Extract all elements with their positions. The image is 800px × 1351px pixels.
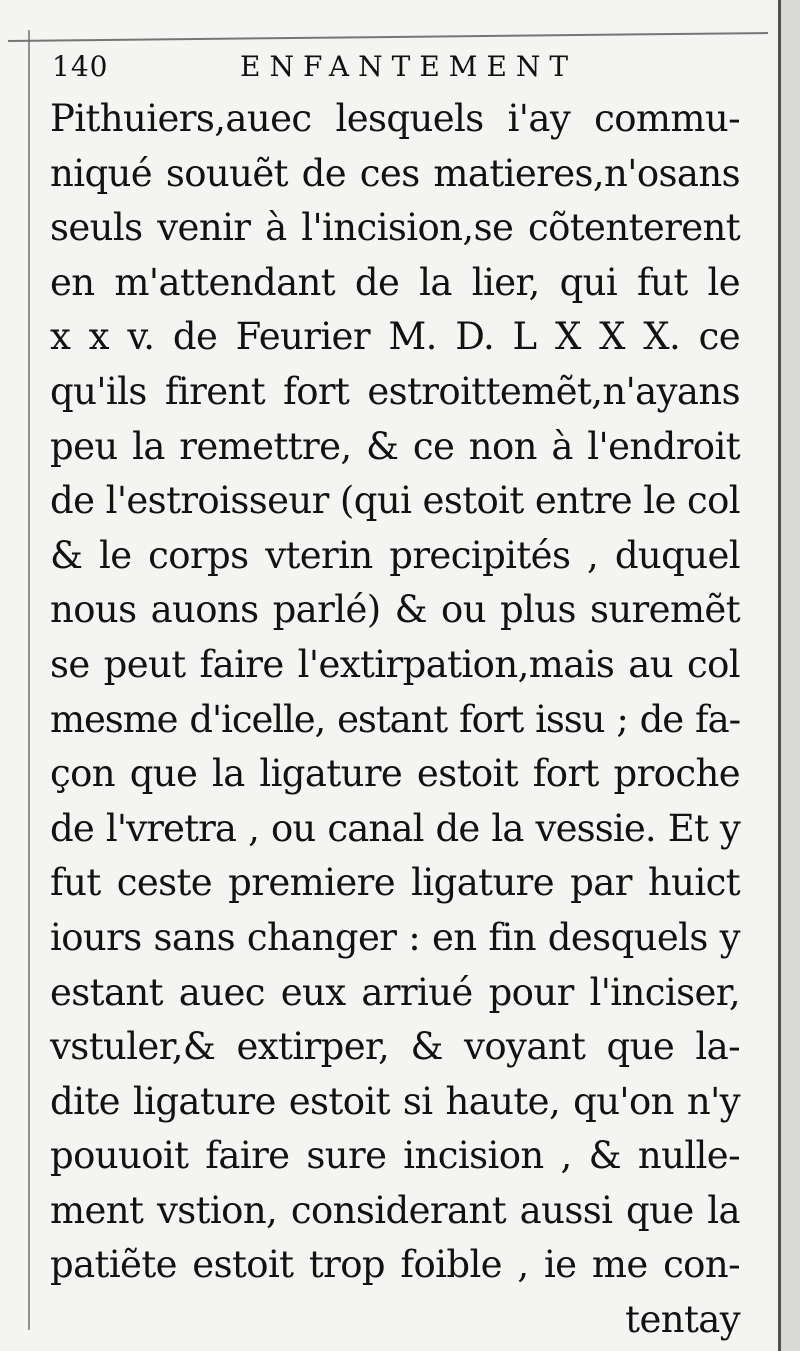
text-line: Pithuiers,auec lesquels i'ay commu-	[50, 97, 740, 140]
text-line: & le corps vterin precipités , duquel	[50, 533, 740, 577]
text-line: fut ceste premiere ligature par huict	[50, 861, 740, 905]
text-line: peu la remettre, & ce non à l'endroit	[50, 424, 740, 468]
top-rule	[8, 32, 768, 42]
text-line: mesme d'icelle, estant fort issu ; de fa-	[50, 697, 740, 741]
page-edge-strip	[781, 0, 800, 1351]
page-header	[52, 50, 752, 86]
text-line: ment vstion, considerant aussi que la	[50, 1188, 740, 1232]
text-line: nous auons parlé) & ou plus suremẽt	[50, 588, 740, 632]
text-line: estant auec eux arriué pour l'inciser,	[50, 970, 740, 1014]
text-line: çon que la ligature estoit fort proche	[50, 752, 740, 796]
text-line: se peut faire l'extirpation,mais au col	[50, 642, 740, 686]
text-line: patiẽte estoit trop foible , ie me con-	[50, 1243, 740, 1287]
text-line: niqué souuẽt de ces matieres,n'osans	[50, 151, 740, 195]
left-margin-rule	[28, 30, 30, 1330]
text-line: en m'attendant de la lier, qui fut le	[50, 260, 740, 304]
text-line: seuls venir à l'incision,se cõtenterent	[50, 206, 740, 250]
right-margin-rule	[778, 0, 781, 1351]
text-line: iours sans changer : en fin desquels y	[50, 915, 740, 959]
body-text	[50, 92, 740, 1348]
text-line: x x v. de Feurier M. D. L X X X. ce	[50, 315, 740, 359]
text-line: pouuoit faire sure incision , & nulle-	[50, 1134, 740, 1178]
text-line: de l'estroisseur (qui estoit entre le col	[50, 479, 740, 523]
text-line: vstuler,& extirper, & voyant que la-	[50, 1025, 740, 1069]
text-line: qu'ils firent fort estroittemẽt,n'ayans	[50, 369, 740, 413]
text-line: dite ligature estoit si haute, qu'on n'y	[50, 1079, 740, 1123]
catchword: tentay	[625, 1298, 740, 1342]
running-head: ENFANTEMENT	[240, 50, 578, 83]
text-line: de l'vretra , ou canal de la vessie. Et y	[50, 806, 740, 850]
page-number: 140	[52, 50, 109, 83]
